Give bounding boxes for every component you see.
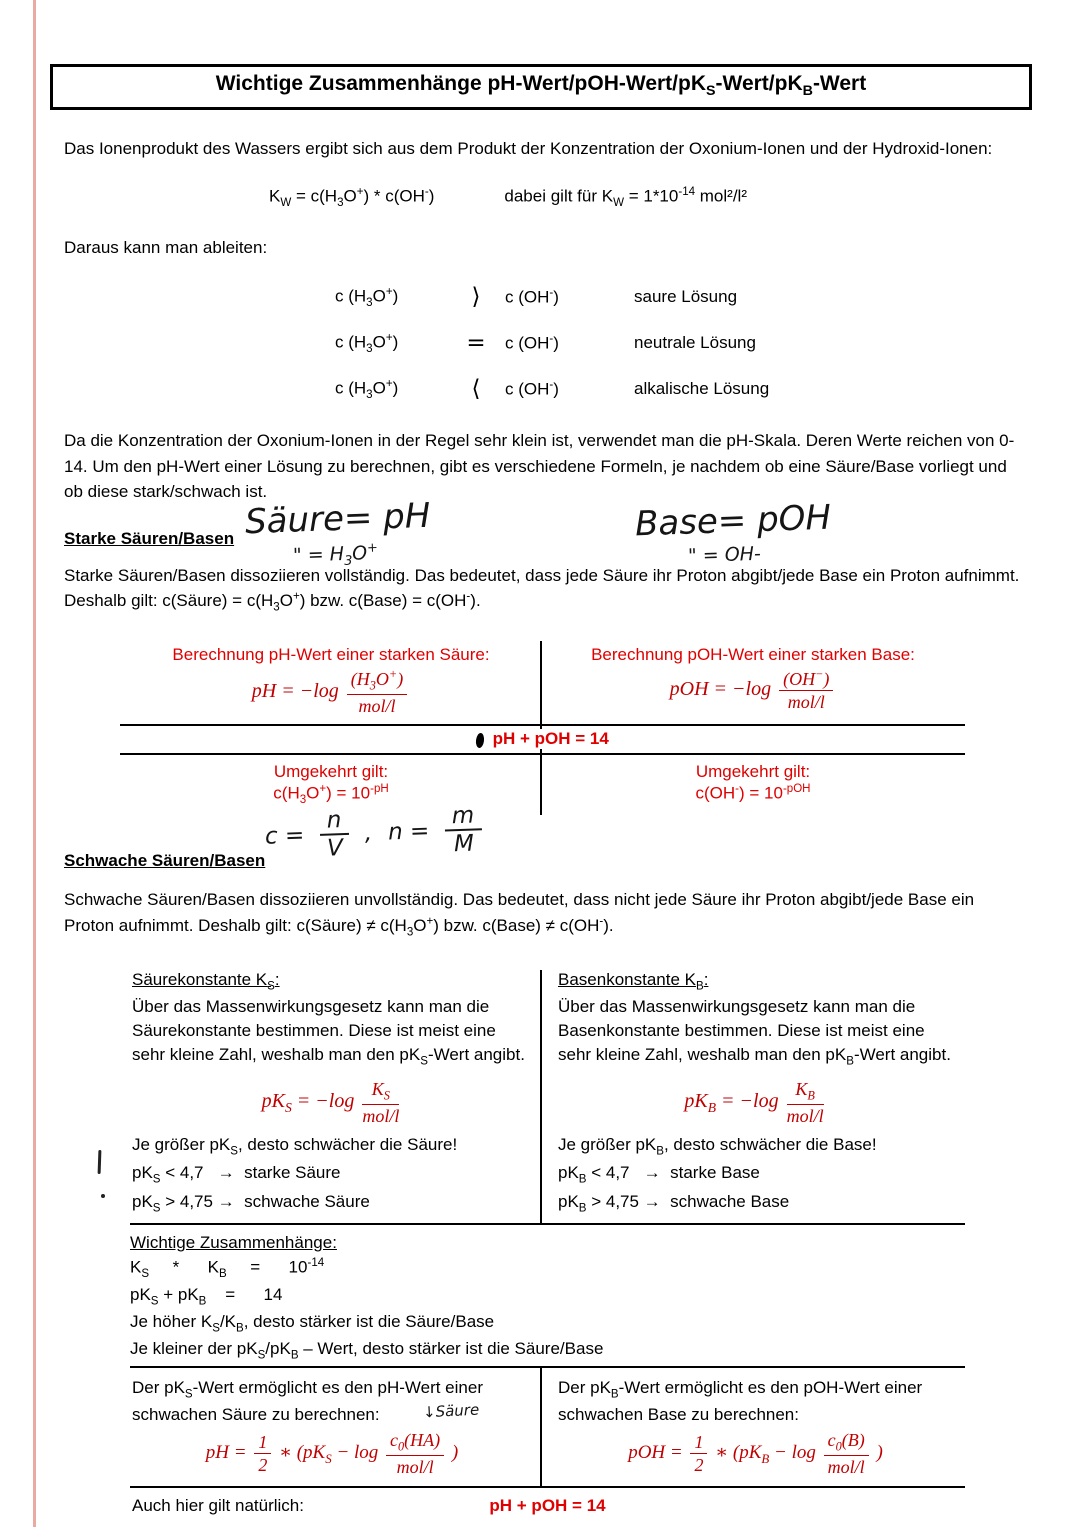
fraction-numerator: (OH−) xyxy=(779,668,833,691)
relations-block xyxy=(130,1233,965,1364)
formula-mid: ∗ ($pK_S - \log$ xyxy=(279,1442,379,1466)
weak-acid-cell xyxy=(130,1368,540,1486)
hw-n-equals: n = xyxy=(387,818,430,847)
column-divider-line xyxy=(540,970,542,1223)
hw-fraction-m-m: $\frac{m}{M}$ xyxy=(444,804,482,858)
fraction-numerator: $K_S$ xyxy=(362,1079,399,1105)
solution-type-label: neutrale Lösung xyxy=(634,333,756,353)
comparison-table xyxy=(335,274,1032,412)
comparison-row-neutral xyxy=(335,320,1032,366)
weak-acid-text: Der $pK_S$-Wert ermöglicht es den pH-Wert einer schwachen Säure zu berechnen: xyxy=(132,1378,483,1424)
footer-row xyxy=(130,1488,965,1526)
ph-formula xyxy=(126,668,536,716)
footer-label: Auch hier gilt natürlich: xyxy=(132,1496,304,1516)
strong-formula-table xyxy=(120,641,965,815)
pkb-formula xyxy=(558,1079,953,1126)
handwriting-margin-stroke xyxy=(98,1150,102,1174)
fraction: $\frac{c_0(B)}{\text{mol/l}}$ xyxy=(824,1430,869,1477)
pks-formula xyxy=(132,1079,532,1126)
fraction: $\frac{c_0(HA)}{\text{mol/l}}$ xyxy=(386,1430,444,1477)
oxonium-concentration: c $(H_3O^+)$ xyxy=(335,285,399,309)
base-constant-heading: Basenkonstante $K_B$: xyxy=(558,969,709,993)
inverse-formula: $c(OH^-) = 10^{-pOH}$ xyxy=(695,783,811,804)
pkb-rule-weak: $pK_B > 4,75$ → schwache Base xyxy=(558,1192,790,1215)
relations-heading: Wichtige Zusammenhänge: xyxy=(130,1232,337,1252)
fraction-denominator: mol/l xyxy=(358,696,396,717)
formula-mid: ∗ ($pK_B - \log$ xyxy=(715,1442,816,1466)
fraction-half: $\frac{1}{2}$ xyxy=(254,1432,271,1475)
weak-base-text: Der $pK_B$-Wert ermöglicht es den pOH-Wert einer schwachen Base zu berechnen: xyxy=(558,1378,923,1424)
constants-columns xyxy=(130,970,965,1225)
strong-formula-header-row xyxy=(120,641,965,724)
equals-sign: = xyxy=(466,330,486,357)
inverse-label: Umgekehrt gilt: xyxy=(273,762,389,782)
relation-ks-kb: $K_S$ * $K_B$ = $10^{-14}$ xyxy=(130,1256,325,1280)
strong-acids-section xyxy=(50,495,1032,816)
inverse-label: Umgekehrt gilt: xyxy=(695,762,811,782)
fraction-numerator: $K_B$ xyxy=(787,1079,824,1105)
weak-formula-table xyxy=(130,1366,965,1526)
formula-lead: pH = xyxy=(205,1442,247,1464)
inverse-formula: $c(H_3O^+) = 10^{-pH}$ xyxy=(273,783,389,807)
solution-type-label: saure Lösung xyxy=(634,287,738,307)
solution-type-label: alkalische Lösung xyxy=(634,379,770,399)
derive-label: Daraus kann man ableiten: xyxy=(64,237,268,257)
inverse-row xyxy=(120,755,965,815)
hydroxide-concentration: c (OH-) xyxy=(505,286,559,307)
handwriting-oh-minus: " = OH- xyxy=(687,542,762,567)
acid-constant-body: Über das Massenwirkungsgesetz kann man die Säurekonstante bestimmen. Diese ist meist eine sehr kleine Zahl, weshalb man den $pK_S$-Wert angibt. xyxy=(132,997,525,1068)
base-constant-column xyxy=(556,970,961,1218)
base-constant-body: Über das Massenwirkungsgesetz kann man die Basenkonstante bestimmen. Diese ist meist eine sehr kleine Zahl, weshalb man den $pK_B$-Wert angibt. xyxy=(558,997,951,1068)
strong-base-cell xyxy=(542,641,964,724)
pks-note: Je größer $pK_S$, desto schwächer die Säure! xyxy=(132,1134,458,1157)
weak-ph-formula xyxy=(132,1430,532,1477)
ion-product-formula: $K_W = c(H_3O^+) * c(OH^-)$ xyxy=(269,185,435,209)
strong-acid-cell xyxy=(120,641,542,724)
pks-rule-weak: $pK_S > 4,75$ → schwache Säure xyxy=(132,1192,370,1215)
weak-acids-section xyxy=(50,802,1032,1526)
acid-constant-column xyxy=(130,970,540,1218)
fraction-denominator: mol/l xyxy=(786,1106,824,1127)
ph-scale-paragraph: Da die Konzentration der Oxonium-Ionen in der Regel sehr klein ist, verwendet man die pH-Skala. Deren Werte reichen von 0-14. Um den pH-Wert einer Lösung zu berechnen, gibt es verschiedene Formeln, je nachdem ob eine Säure/Base vorliegt und ob diese stark/schwach ist. xyxy=(64,431,1015,502)
fraction-numerator: $(H_3O^+)$ xyxy=(347,668,407,695)
handwriting-margin-dot xyxy=(101,1194,105,1198)
ion-product-row xyxy=(64,186,1032,209)
relation-pks-pkb: $pK_S + pK_B$ = 14 xyxy=(130,1284,283,1307)
ph-poh-sum-row xyxy=(120,724,965,755)
strong-acid-header: Berechnung pH-Wert einer starken Säure: xyxy=(172,644,490,664)
weak-heading: Schwache Säuren/Basen xyxy=(64,851,266,871)
greater-than-sign: ⟩ xyxy=(471,284,481,311)
formula-lead: $pK_S = -\log$ xyxy=(261,1090,355,1116)
hydroxide-concentration: c (OH-) xyxy=(505,332,559,353)
handwriting-h3o-plus: " = $H_3O^+$ xyxy=(292,540,379,569)
formula-tail: ) xyxy=(876,1442,883,1464)
title-box xyxy=(50,64,1032,110)
pks-rule-strong: $pK_S < 4,7$ → starke Säure xyxy=(132,1163,341,1186)
formula-lead: $pK_B = -\log$ xyxy=(684,1090,779,1116)
pkb-rule-strong: $pK_B < 4,7$ → starke Base xyxy=(558,1163,760,1186)
less-than-sign: ⟨ xyxy=(471,376,481,403)
handwriting-saeure-arrow: ↓Säure xyxy=(422,1400,480,1422)
relation-higher-k: Je höher $K_S/K_B$, desto stärker ist die Säure/Base xyxy=(130,1311,495,1335)
handwriting-base-poh: Base= pOH xyxy=(634,497,832,545)
fraction xyxy=(787,1079,824,1126)
red-margin-line xyxy=(33,0,36,1527)
ph-poh-sum: pH + pOH = 14 xyxy=(492,729,609,749)
hw-fraction-n-v: $\frac{n}{V}$ xyxy=(319,808,349,861)
fraction-denominator: mol/l xyxy=(362,1106,400,1127)
strong-paragraph: Starke Säuren/Basen dissoziieren vollständig. Das bedeutet, dass jede Säure ihr Proton abgibt/jede Base ein Proton aufnimmt. Deshalb gilt: c(Säure) = $c(H_3O^+)$ bzw. c(Base) = c(OH-). xyxy=(64,565,1020,614)
relation-smaller-pk: Je kleiner der $pK_S/pK_B$ – Wert, desto stärker ist die Säure/Base xyxy=(130,1338,604,1362)
weak-poh-formula xyxy=(558,1430,953,1477)
fraction-denominator: mol/l xyxy=(787,692,825,713)
fraction-half: $\frac{1}{2}$ xyxy=(690,1432,707,1475)
footer-ph-poh-sum: pH + pOH = 14 xyxy=(489,1496,606,1516)
formula-lead: pOH = −log xyxy=(669,677,772,700)
strong-base-header: Berechnung pOH-Wert einer starken Base: xyxy=(591,644,915,664)
formula-tail: ) xyxy=(451,1442,459,1464)
handwriting-saeure-ph: Säure= pH xyxy=(244,495,431,542)
page-title: Wichtige Zusammenhänge $pH-Wert/pOH-Wert/pK_S-Wert/pK_B$-Wert xyxy=(215,72,867,100)
oxonium-concentration: c $(H_3O^+)$ xyxy=(335,377,399,401)
weak-formula-row xyxy=(130,1368,965,1488)
strong-heading: Starke Säuren/Basen xyxy=(64,528,235,548)
ion-product-condition: dabei gilt für $K_W = 1*10^{-14}$ mol²/l² xyxy=(504,185,747,209)
inverse-base-cell xyxy=(542,755,964,815)
fraction xyxy=(347,668,407,716)
hw-comma: , xyxy=(364,820,373,847)
hydroxide-concentration: c (OH-) xyxy=(505,378,559,399)
comparison-row-alkaline xyxy=(335,366,1032,412)
intro-paragraph: Das Ionenprodukt des Wassers ergibt sich aus dem Produkt der Konzentration der Oxonium-Ionen und der Hydroxid-Ionen: xyxy=(64,139,993,159)
pen-mark xyxy=(475,732,485,748)
comparison-row-acidic xyxy=(335,274,1032,320)
weak-paragraph: Schwache Säuren/Basen dissoziieren unvollständig. Das bedeutet, dass nicht jede Säure ihr Proton abgibt/jede Base ein Proton aufnimmt. Deshalb gilt: c(Säure) ≠ $c(H_3O^+)$ bzw. c(Base) ≠ c(OH-). xyxy=(64,890,975,939)
formula-lead: pOH = xyxy=(628,1442,683,1464)
fraction xyxy=(362,1079,399,1126)
weak-base-cell xyxy=(556,1368,961,1486)
formula-lead: pH = −log xyxy=(251,679,339,702)
handwriting-concentration-formulas xyxy=(264,804,482,864)
poh-formula xyxy=(548,668,958,712)
document-content xyxy=(50,0,1032,1526)
hw-c-equals: c = xyxy=(264,823,305,851)
pkb-note: Je größer $pK_B$, desto schwächer die Base! xyxy=(558,1134,877,1157)
table-divider-line xyxy=(540,1368,542,1486)
fraction xyxy=(779,668,833,712)
oxonium-concentration: c $(H_3O^+)$ xyxy=(335,331,399,355)
acid-constant-heading: Säurekonstante $K_S$: xyxy=(132,969,280,993)
